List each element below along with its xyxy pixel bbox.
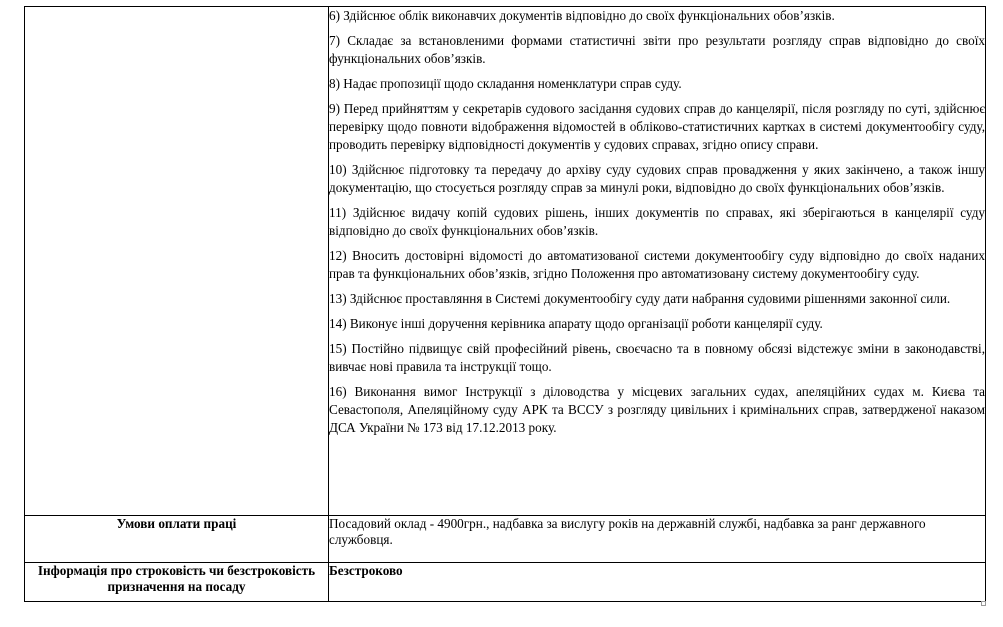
duty-item: 10) Здійснює підготовку та передачу до архіву суду судових справ провадження у яких закінчено, а також іншу документацію, що стосується розгляду справ за минулі роки, відповідно до своїх функціональних обов’язків.: [329, 162, 985, 195]
duty-item: 14) Виконує інші доручення керівника апарату щодо організації роботи канцелярії суду.: [329, 316, 823, 331]
duties-cell: [329, 7, 986, 516]
term-label: Інформація про строковість чи безстроковість призначення на посаду: [25, 563, 329, 602]
duty-item: 8) Надає пропозиції щодо складання номенклатури справ суду.: [329, 76, 682, 91]
table-resize-handle[interactable]: [981, 601, 986, 606]
term-value: Безстроково: [329, 563, 986, 602]
duty-item: 6) Здійснює облік виконавчих документів відповідно до своїх функціональних обов’язків.: [329, 8, 835, 23]
duty-item: 15) Постійно підвищує свій професійний рівень, своєчасно та в повному обсязі відстежує зміни в законодавстві, вивчає нові правила та інструкції тощо.: [329, 341, 985, 374]
duty-item: 11) Здійснює видачу копій судових рішень, інших документів по справах, які зберігаються в канцелярії суду відповідно до своїх функціональних обов’язків.: [329, 205, 985, 238]
pay-row: [25, 516, 986, 563]
duty-item: 7) Складає за встановленими формами статистичні звіти про результати розгляду справ відповідно до своїх функціональних обов’язків.: [329, 33, 985, 66]
pay-label: Умови оплати праці: [25, 516, 329, 563]
duty-item: 13) Здійснює проставляння в Системі документообігу суду дати набрання судовими рішеннями законної сили.: [329, 291, 951, 306]
duties-label-cell: [25, 7, 329, 516]
job-description-table: [24, 6, 986, 602]
pay-value: Посадовий оклад - 4900грн., надбавка за вислугу років на державній службі, надбавка за ранг державного службовця.: [329, 516, 986, 563]
term-row: [25, 563, 986, 602]
duty-item: 12) Вносить достовірні відомості до автоматизованої системи документообігу суду відповідно до своїх наданих прав та функціональних обов’язків, згідно Положення про автоматизовану систему документообігу суду.: [329, 248, 985, 281]
duty-item: 9) Перед прийняттям у секретарів судового засідання судових справ до канцелярії, після розгляду по суті, здійснює перевірку щодо повноти відображення відомостей в обліково-статистичних картках в системі документообігу суду, проводить перевірку відповідності документів у судових справах, згідно опису справи.: [329, 101, 985, 152]
duties-row: [25, 7, 986, 516]
duty-item: 16) Виконання вимог Інструкції з діловодства у місцевих загальних судах, апеляційних судах м. Києва та Севастополя, Апеляційному суду АРК та ВССУ з розгляду цивільних і кримінальних справ, затвердженої наказом ДСА України № 173 від 17.12.2013 року.: [329, 384, 985, 435]
